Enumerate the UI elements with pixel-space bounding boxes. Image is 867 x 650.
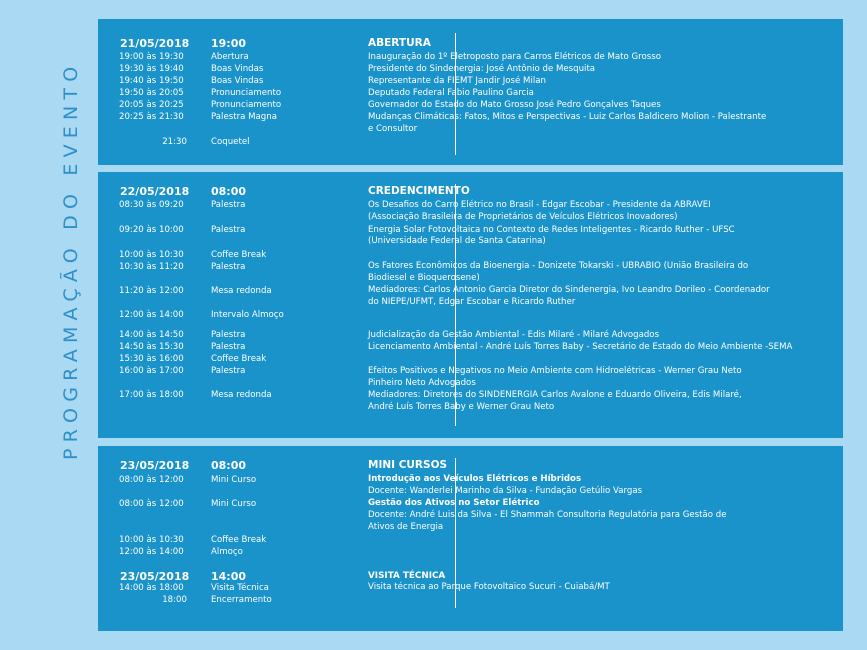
row-type: Pronunciamento — [211, 88, 282, 98]
day1-section: ABERTURA — [368, 37, 431, 49]
row-type: Abertura — [211, 52, 249, 62]
row-time: 10:00 às 10:30 — [119, 535, 184, 545]
row-desc: Deputado Federal Fabio Paulino Garcia — [368, 88, 534, 98]
row-time: 11:20 às 12:00 — [119, 286, 184, 296]
row-type: Coffee Break — [211, 354, 267, 364]
day1-date: 21/05/2018 — [120, 37, 190, 50]
row-type: Coquetel — [211, 137, 250, 147]
row-time: 10:30 às 11:20 — [119, 262, 184, 272]
row-type: Palestra — [211, 200, 246, 210]
day3-section: MINI CURSOS — [368, 459, 448, 471]
row-desc-cont: André Luís Torres Baby e Werner Grau Neto — [368, 402, 555, 412]
row-time: 14:00 às 18:00 — [119, 583, 184, 593]
row-time: 08:00 às 12:00 — [119, 475, 184, 485]
row-type: Palestra — [211, 330, 246, 340]
day3-time: 08:00 — [211, 459, 247, 472]
row-time: 16:00 às 17:00 — [119, 366, 184, 376]
row-time: 08:30 às 09:20 — [119, 200, 184, 210]
course-title: Gestão dos Ativos no Setor Elétrico — [368, 498, 540, 508]
row-time: 08:00 às 12:00 — [119, 499, 184, 509]
row-desc: Presidente do Sindenergia: José Antônio de Mesquita — [368, 64, 596, 74]
row-time: 20:05 às 20:25 — [119, 100, 184, 110]
row-desc-cont: (Associação Brasileira de Proprietários de Veículos Elétricos Inovadores) — [368, 212, 678, 222]
row-time: 18:00 — [162, 595, 187, 605]
visit-section: VISITA TÉCNICA — [368, 571, 446, 581]
visit-date: 23/05/2018 — [120, 570, 190, 583]
row-type: Coffee Break — [211, 535, 267, 545]
day3-panel — [98, 446, 843, 631]
day3-date: 23/05/2018 — [120, 459, 190, 472]
row-desc: Energia Solar Fotovoltaica no Contexto de Redes Inteligentes - Ricardo Ruther - UFSC — [368, 225, 735, 235]
row-desc: Licenciamento Ambiental - André Luís Torres Baby - Secretário de Estado do Meio Ambiente -SEMA — [368, 342, 793, 352]
row-desc: Mudanças Climáticas: Fatos, Mitos e Perspectivas - Luiz Carlos Baldicero Molion - Palestrante — [368, 112, 767, 122]
row-desc-cont: Biodiesel e Bioquerosene) — [368, 273, 480, 283]
day2-section: CREDENCIMENTO — [368, 185, 470, 197]
row-desc-cont: e Consultor — [368, 124, 418, 134]
row-desc: Mediadores: Diretores do SINDENERGIA Carlos Avalone e Eduardo Oliveira, Edis Milaré, — [368, 390, 742, 400]
row-desc: Efeitos Positivos e Negativos no Meio Ambiente com Hidroelétricas - Werner Grau Neto — [368, 366, 742, 376]
row-desc: Judicialização da Gestão Ambiental - Edis Milaré - Milaré Advogados — [368, 330, 660, 340]
row-time: 14:50 às 15:30 — [119, 342, 184, 352]
row-desc: Docente: Wanderlei Marinho da Silva - Fundação Getúlio Vargas — [368, 486, 643, 496]
row-time: 17:00 às 18:00 — [119, 390, 184, 400]
row-type: Palestra — [211, 366, 246, 376]
row-type: Boas Vindas — [211, 64, 264, 74]
day2-date: 22/05/2018 — [120, 185, 190, 198]
row-type: Palestra Magna — [211, 112, 277, 122]
row-time: 20:25 às 21:30 — [119, 112, 184, 122]
row-type: Mini Curso — [211, 499, 257, 509]
course-title: Introdução aos Veículos Elétricos e Híbridos — [368, 474, 582, 484]
row-time: 19:00 às 19:30 — [119, 52, 184, 62]
row-type: Palestra — [211, 262, 246, 272]
side-title: PROGRAMAÇÃO DO EVENTO — [60, 60, 82, 460]
row-desc: Governador do Estado do Mato Grosso José Pedro Gonçalves Taques — [368, 100, 661, 110]
row-desc-cont: Pinheiro Neto Advogados — [368, 378, 476, 388]
row-type: Boas Vindas — [211, 76, 264, 86]
row-desc: Os Fatores Econômicos da Bioenergia - Donizete Tokarski - UBRABIO (União Brasileira do — [368, 261, 749, 271]
row-desc-cont: Ativos de Energia — [368, 522, 444, 532]
row-time: 19:40 às 19:50 — [119, 76, 184, 86]
row-time: 12:00 às 14:00 — [119, 547, 184, 557]
row-type: Mini Curso — [211, 475, 257, 485]
row-time: 09:20 às 10:00 — [119, 225, 184, 235]
row-type: Coffee Break — [211, 250, 267, 260]
row-desc-cont: do NIEPE/UFMT, Edgar Escobar e Ricardo Ruther — [368, 297, 576, 307]
row-time: 15:30 às 16:00 — [119, 354, 184, 364]
row-desc: Os Desafios do Carro Elétrico no Brasil - Edgar Escobar - Presidente da ABRAVEI — [368, 200, 711, 210]
row-desc-cont: (Universidade Federal de Santa Catarina) — [368, 236, 546, 246]
row-time: 21:30 — [162, 137, 187, 147]
row-desc: Representante da FIEMT Jandir José Milan — [368, 76, 546, 86]
day1-time: 19:00 — [211, 37, 247, 50]
row-time: 12:00 às 14:00 — [119, 310, 184, 320]
day1-panel — [98, 19, 843, 165]
row-type: Encerramento — [211, 595, 272, 605]
row-type: Palestra — [211, 225, 246, 235]
row-type: Visita Técnica — [211, 583, 269, 593]
row-time: 19:30 às 19:40 — [119, 64, 184, 74]
row-type: Mesa redonda — [211, 390, 272, 400]
row-type: Palestra — [211, 342, 246, 352]
row-desc: Visita técnica ao Parque Fotovoltaico Sucuri - Cuiabá/MT — [368, 582, 610, 592]
day2-panel — [98, 172, 843, 438]
row-desc: Mediadores: Carlos Antonio Garcia Diretor do Sindenergia, Ivo Leandro Dorileo - Coordenador — [368, 285, 770, 295]
row-time: 19:50 às 20:05 — [119, 88, 184, 98]
row-time: 10:00 às 10:30 — [119, 250, 184, 260]
row-time: 14:00 às 14:50 — [119, 330, 184, 340]
row-type: Pronunciamento — [211, 100, 282, 110]
row-desc: Inauguração do 1º Eletroposto para Carros Elétricos de Mato Grosso — [368, 52, 661, 62]
row-desc: Docente: André Luis da Silva - El Shammah Consultoria Regulatória para Gestão de — [368, 510, 727, 520]
row-type: Mesa redonda — [211, 286, 272, 296]
row-type: Intervalo Almoço — [211, 310, 284, 320]
day2-time: 08:00 — [211, 185, 247, 198]
visit-time: 14:00 — [211, 570, 247, 583]
row-type: Almoço — [211, 547, 243, 557]
